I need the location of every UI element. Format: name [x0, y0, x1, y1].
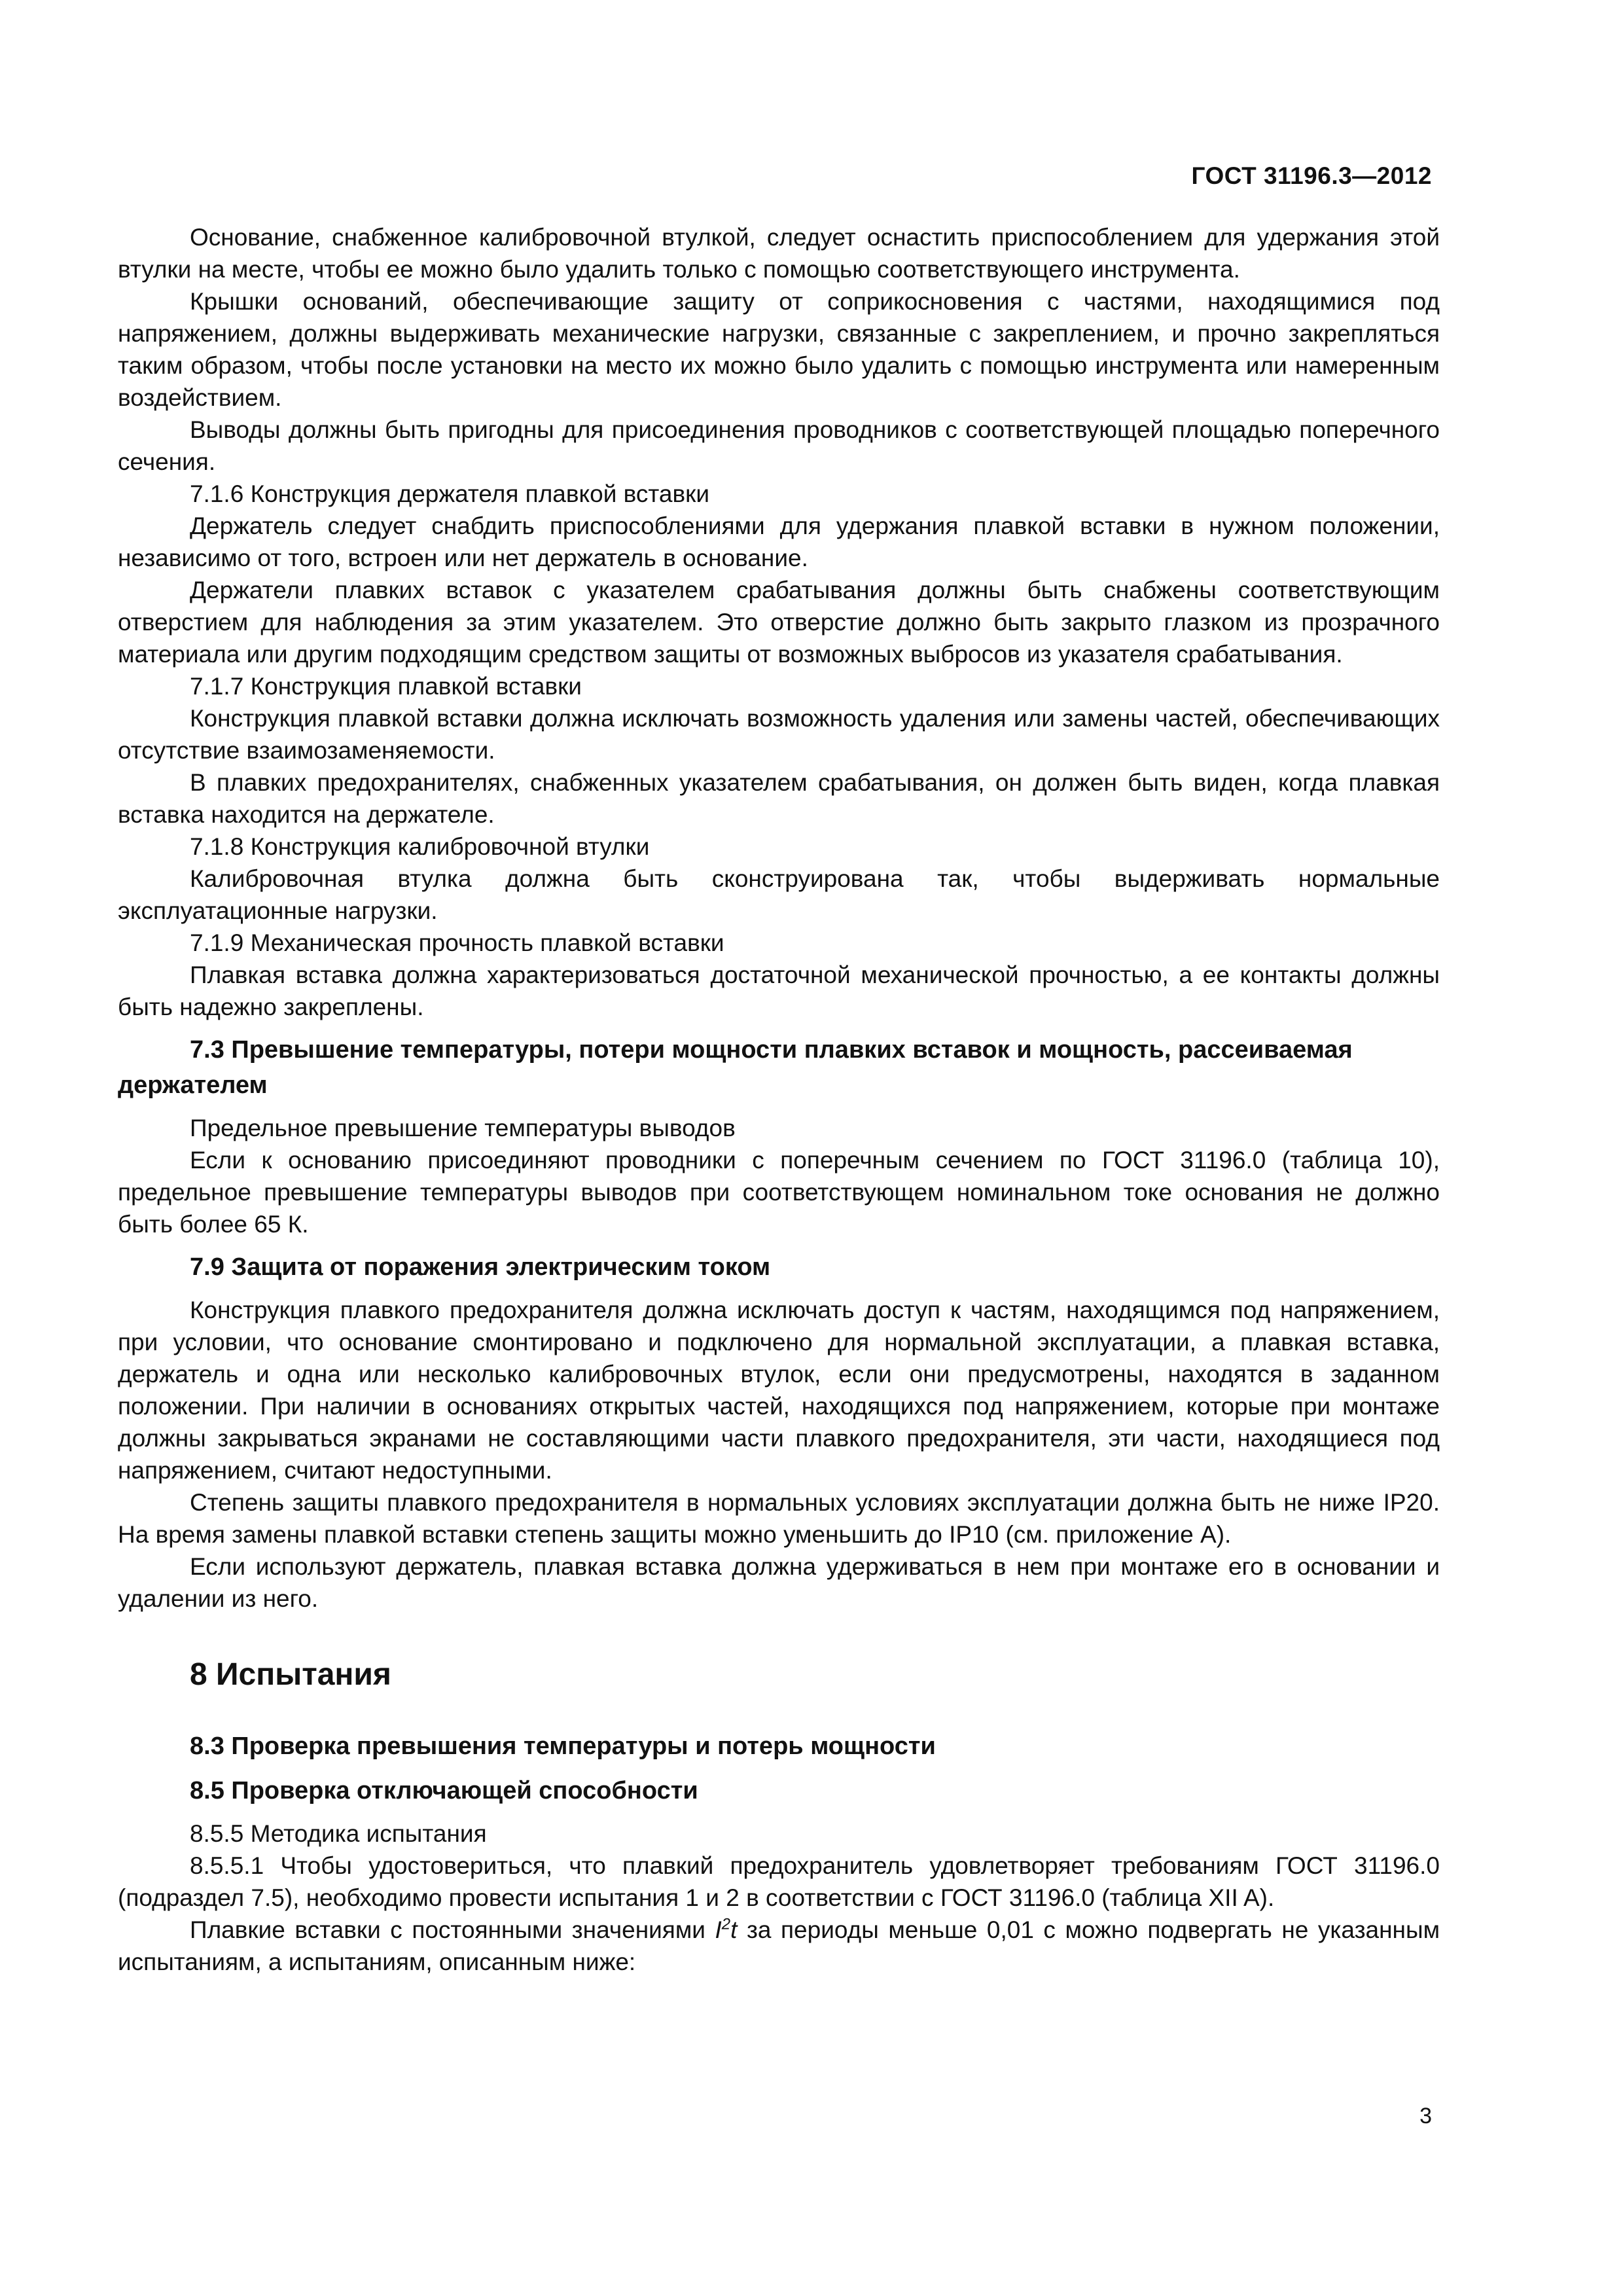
subsection-title: 7.1.8 Конструкция калибровочной втулки — [190, 833, 650, 860]
paragraph: Конструкция плавкого предохранителя должна исключать доступ к частям, находящимся под напряжением, при условии, что основание смонтировано и подключено для нормальной эксплуатации, а плавкая вставка, держатель и одна или несколько калибровочных втулок, если они предусмотрены, находятся в заданном положении. При наличии в основаниях открытых частей, находящихся под напряжением, которые при монтаже должны закрываться экранами не составляющими части плавкого предохранителя, эти части, находящиеся под напряжением, считают недоступными. — [118, 1297, 1440, 1484]
document-body — [118, 221, 1440, 1978]
subsection-title: 7.1.6 Конструкция держателя плавкой вставки — [190, 480, 710, 507]
document-id-header: ГОСТ 31196.3—2012 — [1191, 162, 1432, 189]
paragraph: Конструкция плавкой вставки должна исключать возможность удаления или замены частей, обеспечивающих отсутствие взаимозаменяемости. — [118, 705, 1440, 764]
paragraph: Если используют держатель, плавкая вставка должна удерживаться в нем при монтаже его в основании и удалении из него. — [118, 1553, 1440, 1612]
text-run: Плавкие вставки с постоянными значениями — [190, 1916, 715, 1943]
paragraph: В плавких предохранителях, снабженных указателем срабатывания, он должен быть виден, когда плавкая вставка находится на держателе. — [118, 769, 1440, 828]
paragraph: Выводы должны быть пригодны для присоединения проводников с соответствующей площадью поперечного сечения. — [118, 416, 1440, 475]
paragraph: Держатель следует снабдить приспособлениями для удержания плавкой вставки в нужном положении, независимо от того, встроен или нет держатель в основание. — [118, 512, 1440, 571]
section-heading: 7.3 Превышение температуры, потери мощности плавких вставок и мощность, рассеиваемая держателем — [118, 1036, 1353, 1099]
paragraph: Калибровочная втулка должна быть сконструирована так, чтобы выдерживать нормальные эксплуатационные нагрузки. — [118, 865, 1440, 924]
paragraph: Если к основанию присоединяют проводники с поперечным сечением по ГОСТ 31196.0 (таблица 10), предельное превышение температуры выводов при соответствующем номинальном токе основания не должно быть более 65 К. — [118, 1147, 1440, 1238]
paragraph: Держатели плавких вставок с указателем срабатывания должны быть снабжены соответствующим отверстием для наблюдения за этим указателем. Это отверстие должно быть закрыто глазком из прозрачного материала или другим подходящим средством защиты от возможных выбросов из указателя срабатывания. — [118, 577, 1440, 668]
paragraph: Плавкая вставка должна характеризоваться достаточной механической прочностью, а ее контакты должны быть надежно закреплены. — [118, 961, 1440, 1020]
formula-tail: t — [730, 1916, 738, 1943]
chapter-heading: 8 Испытания — [190, 1657, 391, 1692]
section-heading: 8.5 Проверка отключающей способности — [190, 1777, 698, 1804]
paragraph: Предельное превышение температуры выводов — [190, 1115, 736, 1141]
formula-base: I — [715, 1916, 722, 1943]
subsection-title: 8.5.5 Методика испытания — [190, 1820, 487, 1847]
formula-i2t — [715, 1916, 737, 1943]
page-number: 3 — [1419, 2104, 1432, 2128]
paragraph: Основание, снабженное калибровочной втулкой, следует оснастить приспособлением для удержания этой втулки на месте, чтобы ее можно было удалить только с помощью соответствующего инструмента. — [118, 224, 1440, 283]
subsection-title: 7.1.9 Механическая прочность плавкой вставки — [190, 929, 724, 956]
paragraph: Степень защиты плавкого предохранителя в нормальных условиях эксплуатации должна быть не ниже IP20. На время замены плавкой вставки степень защиты можно уменьшить до IP10 (см. приложение А). — [118, 1489, 1440, 1548]
section-heading: 8.3 Проверка превышения температуры и потерь мощности — [190, 1732, 936, 1760]
subsection-title: 7.1.7 Конструкция плавкой вставки — [190, 673, 582, 700]
paragraph: 8.5.5.1 Чтобы удостовериться, что плавкий предохранитель удовлетворяет требованиям ГОСТ 31196.0 (подраздел 7.5), необходимо провести испытания 1 и 2 в соответствии с ГОСТ 31196.0 (таблица XII A). — [118, 1852, 1440, 1911]
text-run: за периоды меньше 0,01 с можно подвергать не указанным испытаниям, а испытаниям, описанным ниже: — [118, 1916, 1440, 1975]
section-heading: 7.9 Защита от поражения электрическим током — [190, 1253, 771, 1281]
paragraph: Крышки оснований, обеспечивающие защиту от соприкосновения с частями, находящимися под напряжением, должны выдерживать механические нагрузки, связанные с закреплением, и прочно закрепляться таким образом, чтобы после установки на место их можно было удалить с помощью инструмента или намеренным воздействием. — [118, 288, 1440, 411]
paragraph-with-formula — [118, 1914, 1440, 1978]
formula-superscript: 2 — [721, 1915, 731, 1933]
